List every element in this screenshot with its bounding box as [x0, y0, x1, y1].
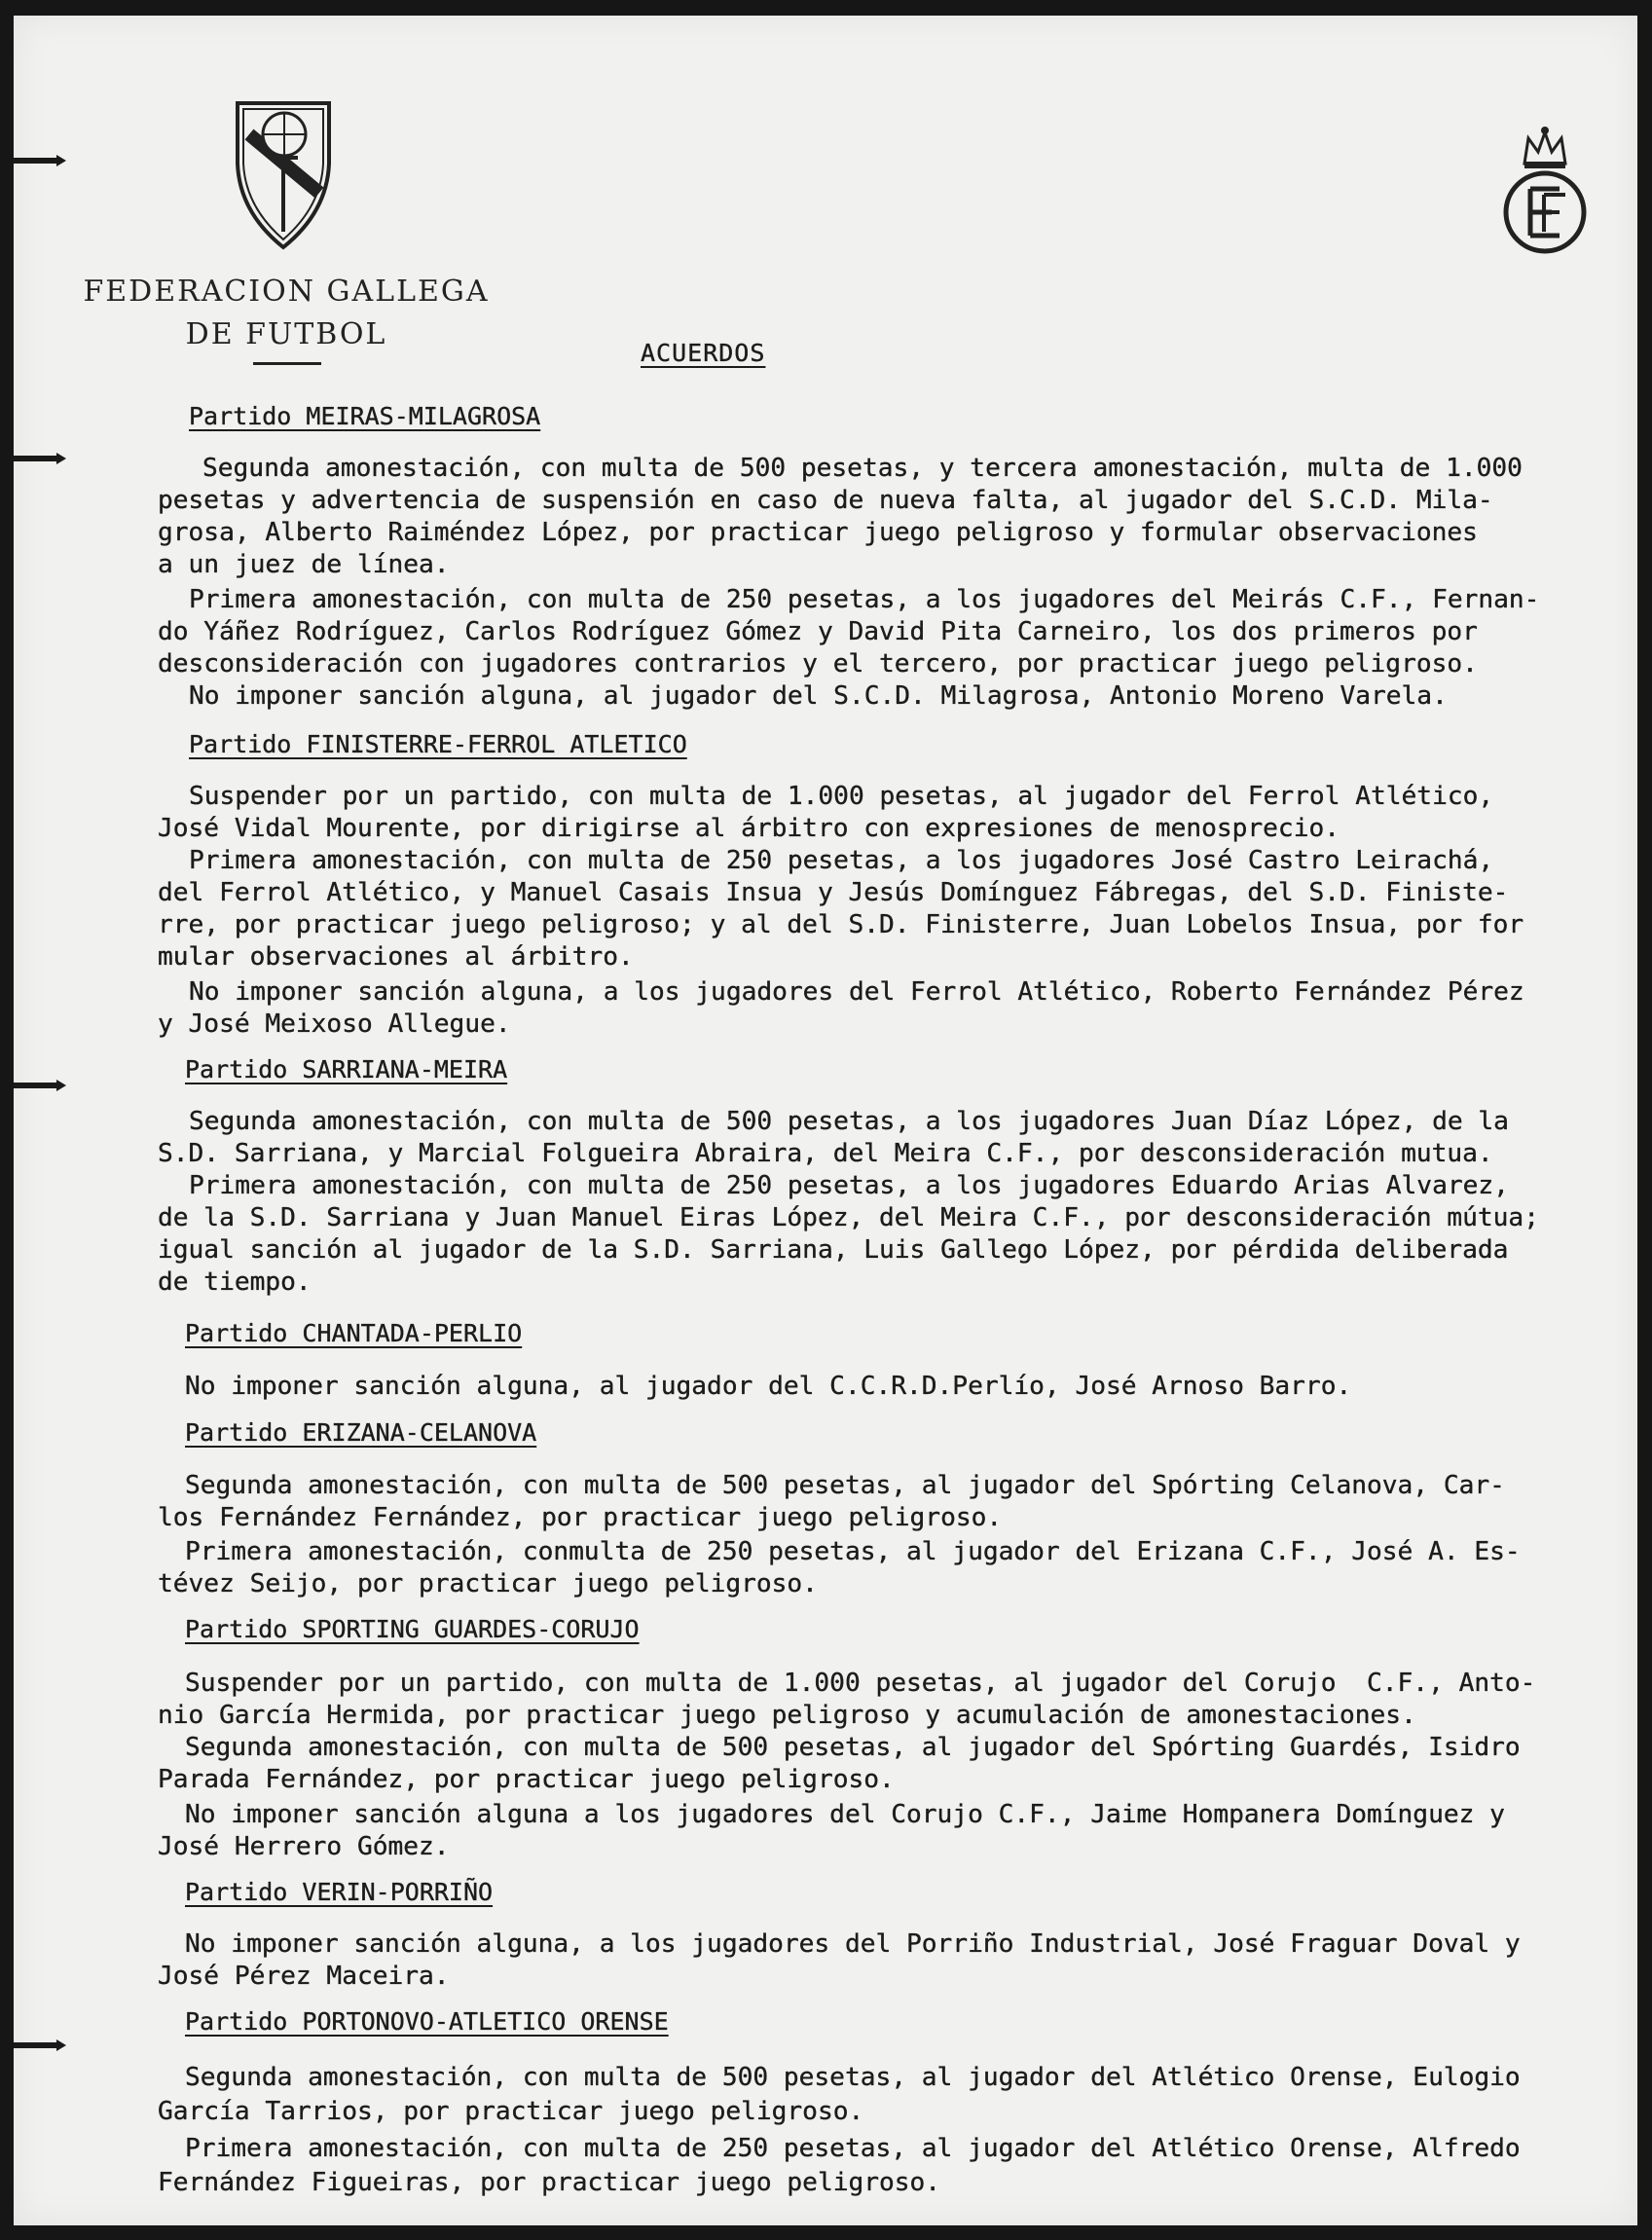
- federacion-gallega-shield-icon: [230, 95, 337, 251]
- text-line: nio García Hermida, por practicar juego peligroso y acumulación de amonestaciones.: [158, 1701, 1416, 1730]
- text-line: No imponer sanción alguna, al jugador del C.C.R.D.Perlío, José Arnoso Barro.: [185, 1372, 1352, 1401]
- document-title: ACUERDOS: [641, 339, 766, 367]
- text-line: José Pérez Maceira.: [158, 1962, 450, 1991]
- text-line: de tiempo.: [158, 1267, 312, 1297]
- text-line: Segunda amonestación, con multa de 500 pesetas, a los jugadores Juan Díaz López, de la: [189, 1107, 1509, 1136]
- binder-punch-mark: [14, 2042, 56, 2048]
- text-line: S.D. Sarriana, y Marcial Folgueira Abraira, del Meira C.F., por desconsideración mutua.: [158, 1139, 1493, 1168]
- text-line: No imponer sanción alguna, a los jugadores del Porriño Industrial, José Fraguar Doval y: [185, 1929, 1521, 1959]
- text-line: Suspender por un partido, con multa de 1.000 pesetas, al jugador del Ferrol Atlético,: [189, 782, 1494, 811]
- text-line: grosa, Alberto Raiméndez López, por practicar juego peligroso y formular observaciones: [158, 518, 1478, 547]
- text-line: do Yáñez Rodríguez, Carlos Rodríguez Gómez y David Pita Carneiro, los dos primeros por: [158, 617, 1478, 646]
- text-line: desconsideración con jugadores contrarios y el tercero, por practicar juego peligroso.: [158, 649, 1478, 679]
- match-heading: Partido VERIN-PORRIÑO: [185, 1878, 494, 1906]
- text-line: y José Meixoso Allegue.: [158, 1010, 511, 1039]
- text-line: Primera amonestación, con multa de 250 pesetas, a los jugadores José Castro Leirachá,: [189, 846, 1494, 875]
- text-line: No imponer sanción alguna a los jugadores del Corujo C.F., Jaime Hompanera Domínguez y: [185, 1800, 1505, 1829]
- text-line: los Fernández Fernández, por practicar juego peligroso.: [158, 1503, 1003, 1532]
- match-heading: Partido SPORTING GUARDES-CORUJO: [185, 1615, 640, 1643]
- text-line: Primera amonestación, con multa de 250 pesetas, a los jugadores Eduardo Arias Alvarez,: [189, 1171, 1509, 1200]
- federation-name-line1: FEDERACION GALLEGA: [83, 275, 490, 309]
- text-line: No imponer sanción alguna, a los jugadores del Ferrol Atlético, Roberto Fernández Pérez: [189, 977, 1524, 1007]
- rfef-crowned-emblem-icon: [1495, 125, 1595, 259]
- text-line: mular observaciones al árbitro.: [158, 942, 634, 972]
- text-line: Segunda amonestación, con multa de 500 pesetas, al jugador del Spórting Guardés, Isidro: [185, 1733, 1521, 1762]
- text-line: Primera amonestación, con multa de 250 pesetas, a los jugadores del Meirás C.F., Fernan-: [189, 585, 1540, 614]
- text-line: No imponer sanción alguna, al jugador del S.C.D. Milagrosa, Antonio Moreno Varela.: [189, 681, 1448, 711]
- text-line: pesetas y advertencia de suspensión en caso de nueva falta, al jugador del S.C.D. Mila-: [158, 486, 1493, 515]
- text-line: Segunda amonestación, con multa de 500 pesetas, y tercera amonestación, multa de 1.000: [202, 454, 1523, 483]
- match-heading: Partido FINISTERRE-FERROL ATLETICO: [189, 730, 687, 758]
- text-line: a un juez de línea.: [158, 550, 450, 579]
- federation-name-line2: DE FUTBOL: [185, 317, 387, 351]
- federation-name-underline: [253, 362, 321, 365]
- text-line: rre, por practicar juego peligroso; y al del S.D. Finisterre, Juan Lobelos Insua, por for: [158, 910, 1524, 939]
- match-heading: Partido MEIRAS-MILAGROSA: [189, 402, 541, 430]
- text-line: Primera amonestación, con multa de 250 pesetas, al jugador del Atlético Orense, Alfredo: [185, 2134, 1521, 2163]
- text-line: Segunda amonestación, con multa de 500 pesetas, al jugador del Spórting Celanova, Car-: [185, 1471, 1505, 1500]
- text-line: igual sanción al jugador de la S.D. Sarriana, Luis Gallego López, por pérdida deliberada: [158, 1235, 1509, 1265]
- text-line: de la S.D. Sarriana y Juan Manuel Eiras López, del Meira C.F., por desconsideración mútua;: [158, 1203, 1539, 1232]
- match-heading: Partido CHANTADA-PERLIO: [185, 1319, 523, 1347]
- text-line: Segunda amonestación, con multa de 500 pesetas, al jugador del Atlético Orense, Eulogio: [185, 2063, 1521, 2092]
- document-page: [14, 16, 1637, 2225]
- match-heading: Partido ERIZANA-CELANOVA: [185, 1418, 537, 1447]
- binder-punch-mark: [14, 1083, 56, 1088]
- text-line: García Tarrios, por practicar juego peligroso.: [158, 2097, 864, 2126]
- match-heading: Partido PORTONOVO-ATLETICO ORENSE: [185, 2007, 669, 2036]
- text-line: Suspender por un partido, con multa de 1.000 pesetas, al jugador del Corujo C.F., Anto-: [185, 1669, 1536, 1698]
- match-heading: Partido SARRIANA-MEIRA: [185, 1055, 508, 1083]
- text-line: Fernández Figueiras, por practicar juego peligroso.: [158, 2168, 941, 2197]
- federation-name: [82, 271, 491, 356]
- text-line: Parada Fernández, por practicar juego peligroso.: [158, 1765, 895, 1794]
- binder-punch-mark: [14, 158, 56, 164]
- binder-punch-mark: [14, 456, 56, 461]
- text-line: José Vidal Mourente, por dirigirse al árbitro con expresiones de menosprecio.: [158, 814, 1340, 843]
- text-line: José Herrero Gómez.: [158, 1832, 450, 1861]
- text-line: del Ferrol Atlético, y Manuel Casais Insua y Jesús Domínguez Fábregas, del S.D. Finiste-: [158, 878, 1509, 907]
- text-line: tévez Seijo, por practicar juego peligroso.: [158, 1569, 818, 1598]
- text-line: Primera amonestación, conmulta de 250 pesetas, al jugador del Erizana C.F., José A. Es-: [185, 1537, 1521, 1566]
